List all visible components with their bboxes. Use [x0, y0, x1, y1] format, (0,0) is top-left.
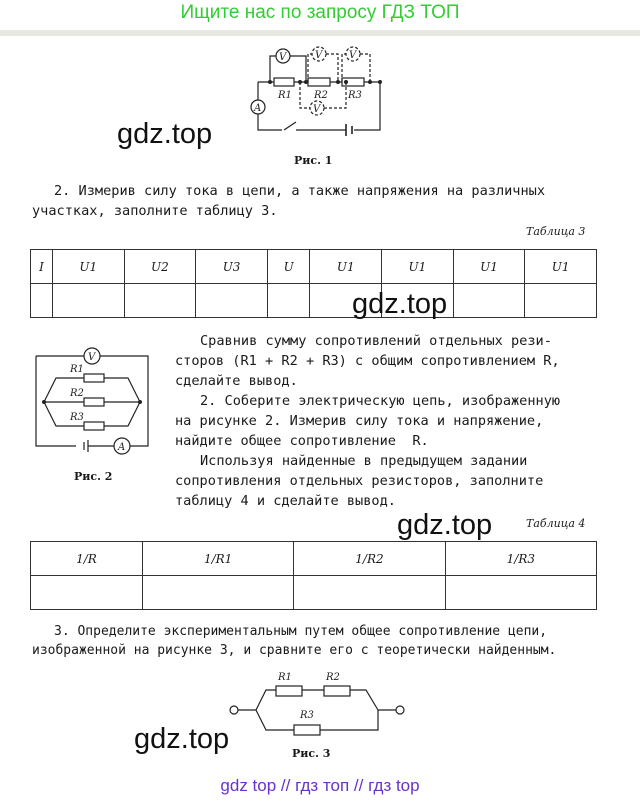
table4-cell: [294, 576, 445, 610]
table3-cell: [52, 284, 124, 318]
table3-cell: [525, 284, 597, 318]
text2-line7: Используя найденные в предыдущем задании: [200, 453, 528, 469]
table4-cell: [142, 576, 293, 610]
fig1-label-a: A: [254, 103, 262, 114]
fig2-label-r3: R3: [70, 412, 84, 423]
fig1-label-r2: R2: [314, 90, 328, 101]
text2-line6: найдите общее сопротивление R.: [175, 433, 429, 449]
table3-header: U1: [310, 250, 382, 284]
fig1-label-v1: V: [279, 52, 287, 63]
table3-header-row: [31, 250, 597, 284]
text2-line9: таблицу 4 и сделайте вывод.: [175, 493, 396, 509]
fig1-label-r1: R1: [278, 90, 292, 101]
text2-line2: сторов (R1 + R2 + R3) с общим сопротивлением R,: [175, 353, 560, 369]
table3-header: U1: [52, 250, 124, 284]
table3-header: U1: [382, 250, 454, 284]
table3-header: U1: [453, 250, 525, 284]
watermark: gdz.top: [117, 118, 213, 150]
figure3-caption: Рис. 3: [292, 747, 331, 760]
table4-header: 1/R: [31, 542, 143, 576]
table3-header: I: [31, 250, 53, 284]
figure2-circuit: [28, 344, 156, 458]
watermark: gdz.top: [134, 723, 230, 755]
table4-header: 1/R2: [294, 542, 445, 576]
table3-cell: [31, 284, 53, 318]
text2-line4: 2. Соберите электрическую цепь, изображенную: [200, 393, 561, 409]
text2-line5: на рисунке 2. Измерив силу тока и напряжение,: [175, 413, 544, 429]
fig3-label-r2: R2: [326, 672, 340, 683]
fig1-label-v3: V: [349, 50, 357, 61]
watermark: gdz.top: [352, 288, 448, 320]
table3-header: U1: [525, 250, 597, 284]
figure1-caption: Рис. 1: [294, 154, 333, 167]
table4-header: 1/R3: [445, 542, 596, 576]
task3-line1: 3. Определите экспериментальным путем общее сопротивление цепи,: [54, 624, 548, 639]
fig1-label-v4: V: [313, 104, 321, 115]
figure1-circuit: [238, 42, 388, 138]
fig2-label-v: V: [88, 352, 96, 363]
banner-divider: [0, 30, 640, 36]
fig2-label-r1: R1: [70, 364, 84, 375]
banner-text: Ищите нас по запросу ГДЗ ТОП: [180, 2, 460, 23]
table3-cell: [267, 284, 310, 318]
table3-caption: Таблица 3: [526, 225, 586, 238]
table3-header: U: [267, 250, 310, 284]
table3: [30, 249, 597, 318]
watermark: gdz.top: [397, 509, 493, 541]
table3-cell: [196, 284, 268, 318]
fig2-label-r2: R2: [70, 388, 84, 399]
footer-links: gdz top // гдз топ // гдз top: [220, 776, 420, 795]
table3-data-row: [31, 284, 597, 318]
table4-data-row: [31, 576, 597, 610]
figure2-caption: Рис. 2: [74, 470, 113, 483]
text2-line1: Сравнив сумму сопротивлений отдельных рези-: [200, 333, 552, 349]
fig2-label-a: A: [118, 442, 126, 453]
table4-cell: [445, 576, 596, 610]
fig3-label-r1: R1: [278, 672, 292, 683]
task3-line2: изображенной на рисунке 3, и сравните его с теоретически найденным.: [32, 643, 557, 658]
table3-header: U3: [196, 250, 268, 284]
table3-header: U2: [124, 250, 196, 284]
task2-line2: участках, заполните таблицу 3.: [32, 203, 278, 219]
text2-line3: сделайте вывод.: [175, 373, 298, 389]
fig1-label-r3: R3: [348, 90, 362, 101]
table4-header: 1/R1: [142, 542, 293, 576]
figure3-circuit: [226, 664, 408, 744]
table4-caption: Таблица 4: [526, 517, 586, 530]
table3-cell: [124, 284, 196, 318]
table3-cell: [453, 284, 525, 318]
table4: [30, 541, 597, 610]
fig3-label-r3: R3: [300, 710, 314, 721]
task2-line1: 2. Измерив силу тока в цепи, а также напряжения на различных: [54, 183, 546, 199]
table4-header-row: [31, 542, 597, 576]
fig1-label-v2: V: [315, 50, 323, 61]
table4-cell: [31, 576, 143, 610]
text2-line8: сопротивления отдельных резисторов, заполните: [175, 473, 544, 489]
